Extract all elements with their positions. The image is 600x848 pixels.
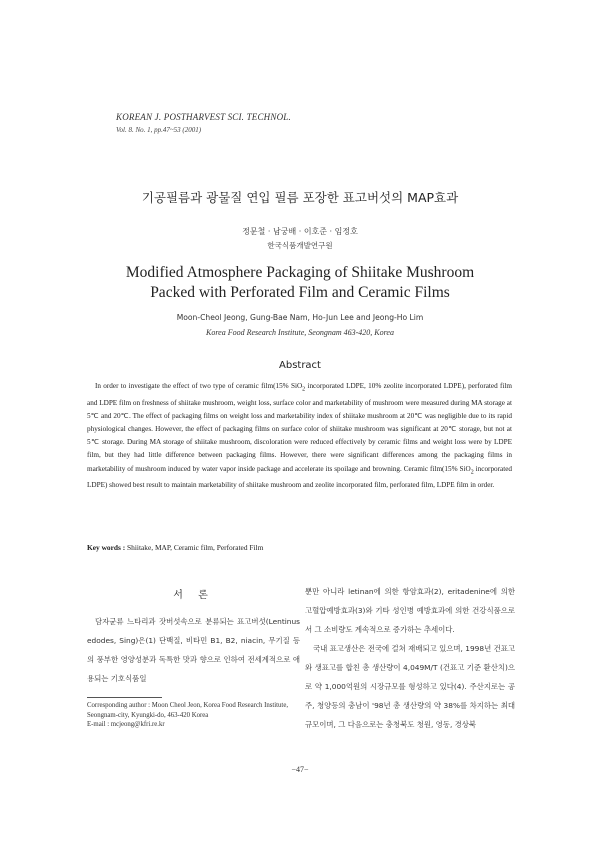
intro-paragraph-right-1: 뿐만 아니라 letinan에 의한 항암효과(2), eritadenine에 의한 고혈압예방효과(3)와 기타 성인병 예방효과에 의한 건강식품으로서 그 소비량도 계속적으로 증가하는 추세이다. xyxy=(305,587,515,634)
korean-title: 기공필름과 광물질 연입 필름 포장한 표고버섯의 MAP효과 xyxy=(141,190,459,205)
footnote xyxy=(87,701,300,730)
intro-paragraph-left: 담자균류 느타리과 잣버섯속으로 분류되는 표고버섯(Lentinus edodes, Sing)은(1) 단백질, 비타민 B1, B2, niacin, 무기질 등의 풍부한 영양성분과 독특한 맛과 향으로 인하여 전세계적으로 애용되는 기호식품일 xyxy=(87,617,300,683)
left-column xyxy=(87,612,300,688)
keywords-label: Key words : xyxy=(87,543,126,552)
footnote-email: E-mail : mcjeong@kfri.re.kr xyxy=(87,721,165,729)
english-title-line2: Packed with Perforated Film and Ceramic Films xyxy=(150,284,450,301)
english-affiliation: Korea Food Research Institute, Seongnam 463-420, Korea xyxy=(206,328,394,337)
introduction-heading: 서 론 xyxy=(173,590,214,601)
korean-affiliation: 한국식품개발연구원 xyxy=(267,241,333,250)
abstract-text: In order to investigate the effect of two type of ceramic film(15% SiO$_2$ incorporated LDPE, 10% zeolite incorporated LDPE), perforated film and LDPE film on freshness of shiitake mushroom, weight loss, surface color and marketability of mushroom were measured during MA storage at 5℃ and 20℃. The effect of packaging films on weight loss and marketability index of shiitake mushroom at 20℃ was negligible due to its rapid physiological changes. However, the effect of packaging films on surface color of shiitake mushroom was significant at 20℃ storage, but not at 5℃ storage. During MA storage of shiitake mushroom, discoloration were reduced effectively by ceramic films and weight loss were by LDPE film, but they had little difference between packaging films. However, there were significant differences among the packaging films in marketability of mushroom induced by water vapor inside package and accelerate its spoilage and browning. Ceramic film(15% SiO$_2$ incorporated LDPE) showed best result to maintain marketability of shiitake mushroom and zeolite incorporated film, perforated film, LDPE film in order. xyxy=(87,382,512,490)
footnote-author: Corresponding author : Moon Cheol Jeon, Korea Food Research Institute, Seongnam-city, Kyungki-do, 463-420 Korea xyxy=(87,702,289,719)
volume-info: Vol. 8. No. 1, pp.47~53 (2001) xyxy=(116,126,202,134)
keywords-text: Shiitake, MAP, Ceramic film, Perforated Film xyxy=(125,543,264,552)
intro-paragraph-right-2: 국내 표고생산은 전국에 걸쳐 재배되고 있으며, 1998년 건표고와 생표고를 합친 총 생산량이 4,049M/T (건표고 기준 환산치)으로 약 1,000억원의 시장규모를 형성하고 있다(4). 주산지로는 공주, 청양등의 충남이 '98년 총 생산량의 약 38%를 차지하는 최대 규모이며, 그 다음으로는 충청북도 청원, 영동, 경상북 xyxy=(305,644,515,729)
english-title-line1: Modified Atmosphere Packaging of Shiitake Mushroom xyxy=(125,264,475,281)
footnote-rule xyxy=(87,697,162,698)
english-authors: Moon-Cheol Jeong, Gung-Bae Nam, Ho-Jun Lee and Jeong-Ho Lim xyxy=(176,313,424,322)
page-number: −47− xyxy=(291,765,309,774)
keywords xyxy=(87,543,512,552)
right-column xyxy=(305,582,515,734)
journal-name: KOREAN J. POSTHARVEST SCI. TECHNOL. xyxy=(116,112,291,122)
korean-authors: 정문철 · 남궁배 · 이호준 · 임정호 xyxy=(242,227,358,236)
english-title xyxy=(0,263,600,303)
abstract-heading: Abstract xyxy=(279,360,321,371)
